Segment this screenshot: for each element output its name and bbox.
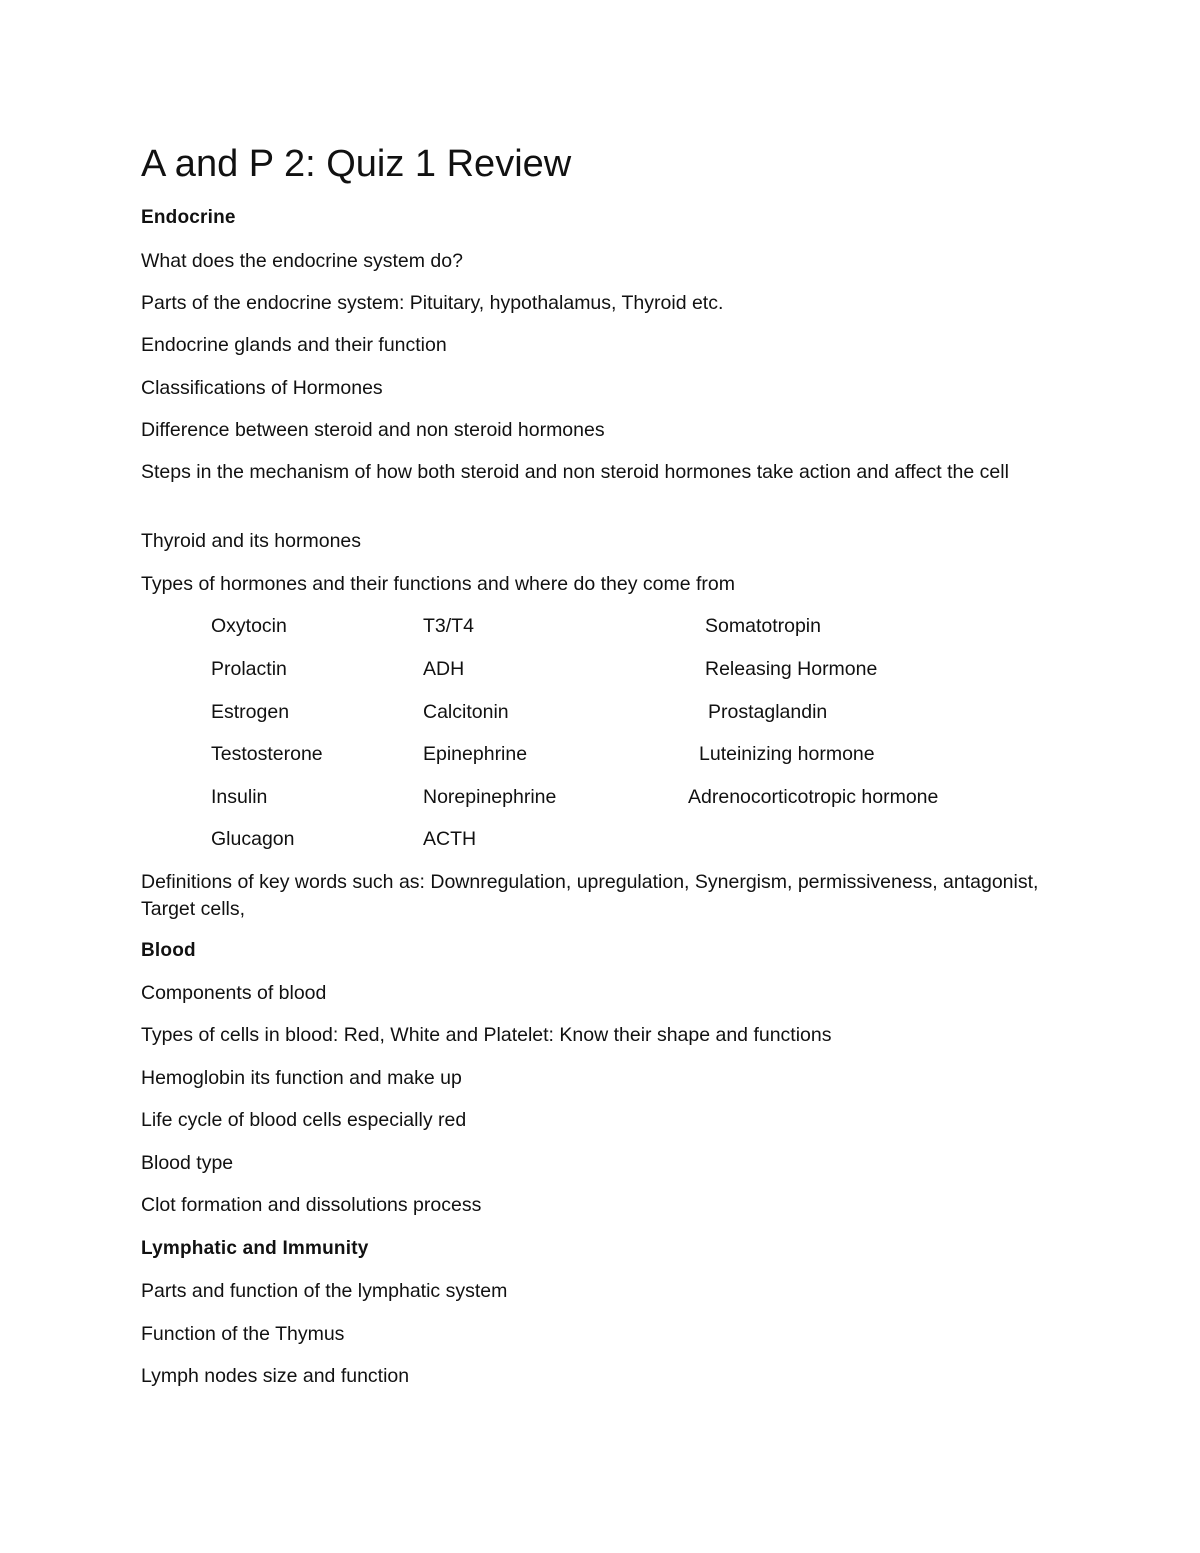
endocrine-item: Classifications of Hormones (141, 377, 383, 399)
hormone-name: Glucagon (211, 828, 295, 850)
endocrine-definitions: Definitions of key words such as: Downregulation, upregulation, Synergism, permissiveness, antagonist, Target cells, (141, 871, 1039, 920)
blood-item: Clot formation and dissolutions process (141, 1194, 482, 1216)
hormone-name: T3/T4 (423, 615, 474, 637)
endocrine-item: What does the endocrine system do? (141, 250, 463, 272)
blood-item: Blood type (141, 1152, 234, 1174)
hormone-name: Norepinephrine (423, 786, 557, 808)
hormone-name: Testosterone (211, 743, 323, 765)
endocrine-item: Types of hormones and their functions and where do they come from (141, 573, 735, 595)
blood-item: Hemoglobin its function and make up (141, 1067, 462, 1089)
lymphatic-item: Parts and function of the lymphatic system (141, 1280, 508, 1302)
hormone-name: Insulin (211, 786, 268, 808)
hormone-name: Prostaglandin (708, 701, 828, 723)
section-heading-lymphatic: Lymphatic and Immunity (141, 1238, 369, 1259)
hormone-name: Estrogen (211, 701, 290, 723)
hormone-name: ACTH (423, 828, 477, 850)
hormone-name: Epinephrine (423, 743, 528, 765)
endocrine-item: Difference between steroid and non steroid hormones (141, 419, 605, 441)
hormone-name: Luteinizing hormone (699, 743, 875, 765)
blood-item: Life cycle of blood cells especially red (141, 1109, 467, 1131)
hormone-name: Somatotropin (705, 615, 821, 637)
endocrine-item: Parts of the endocrine system: Pituitary, hypothalamus, Thyroid etc. (141, 292, 724, 314)
endocrine-item: Endocrine glands and their function (141, 334, 447, 356)
hormone-name: Oxytocin (211, 615, 287, 637)
endocrine-item: Steps in the mechanism of how both steroid and non steroid hormones take action and affect the cell (141, 461, 1009, 483)
lymphatic-item: Lymph nodes size and function (141, 1365, 410, 1387)
endocrine-item: Thyroid and its hormones (141, 530, 362, 552)
blood-item: Types of cells in blood: Red, White and Platelet: Know their shape and functions (141, 1024, 832, 1046)
section-heading-blood: Blood (141, 940, 196, 961)
hormone-name: ADH (423, 658, 465, 680)
hormone-name: Prolactin (211, 658, 287, 680)
document-title: A and P 2: Quiz 1 Review (141, 143, 572, 185)
lymphatic-item: Function of the Thymus (141, 1323, 345, 1345)
hormone-name: Calcitonin (423, 701, 509, 723)
hormone-name: Adrenocorticotropic hormone (688, 786, 939, 808)
blood-item: Components of blood (141, 982, 327, 1004)
hormone-name: Releasing Hormone (705, 658, 878, 680)
section-heading-endocrine: Endocrine (141, 207, 236, 228)
